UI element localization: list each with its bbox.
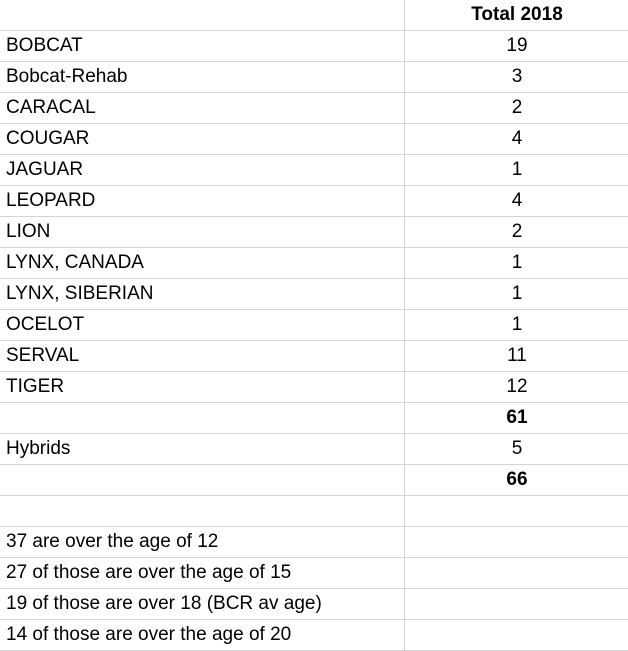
- count-cell[interactable]: 4: [404, 124, 628, 155]
- subtotal-row: [0, 403, 628, 434]
- count-cell[interactable]: 2: [404, 217, 628, 248]
- count-cell[interactable]: 12: [404, 372, 628, 403]
- species-cell[interactable]: LYNX, CANADA: [0, 248, 404, 279]
- empty-cell[interactable]: [404, 558, 628, 589]
- species-cell[interactable]: LYNX, SIBERIAN: [0, 279, 404, 310]
- species-cell[interactable]: OCELOT: [0, 310, 404, 341]
- species-cell[interactable]: JAGUAR: [0, 155, 404, 186]
- grand-total-value[interactable]: 66: [404, 465, 628, 496]
- table-row: [0, 155, 628, 186]
- total-2018-header[interactable]: Total 2018: [404, 0, 628, 31]
- empty-cell[interactable]: [404, 620, 628, 651]
- count-cell[interactable]: 11: [404, 341, 628, 372]
- empty-cell[interactable]: [0, 496, 404, 527]
- species-cell[interactable]: LEOPARD: [0, 186, 404, 217]
- table-row: [0, 372, 628, 403]
- table-row: [0, 124, 628, 155]
- table-row: [0, 310, 628, 341]
- header-row: [0, 0, 628, 31]
- count-cell[interactable]: 1: [404, 155, 628, 186]
- table-row: [0, 341, 628, 372]
- empty-cell[interactable]: [404, 589, 628, 620]
- species-cell[interactable]: LION: [0, 217, 404, 248]
- empty-row: [0, 496, 628, 527]
- species-cell[interactable]: BOBCAT: [0, 31, 404, 62]
- hybrids-label[interactable]: Hybrids: [0, 434, 404, 465]
- table-row: [0, 62, 628, 93]
- table-row: [0, 31, 628, 62]
- species-cell[interactable]: Bobcat-Rehab: [0, 62, 404, 93]
- count-cell[interactable]: 1: [404, 248, 628, 279]
- hybrids-value[interactable]: 5: [404, 434, 628, 465]
- species-cell[interactable]: SERVAL: [0, 341, 404, 372]
- subtotal-label-cell[interactable]: [0, 403, 404, 434]
- table-row: [0, 186, 628, 217]
- count-cell[interactable]: 4: [404, 186, 628, 217]
- count-cell[interactable]: 19: [404, 31, 628, 62]
- grand-total-label-cell[interactable]: [0, 465, 404, 496]
- species-cell[interactable]: COUGAR: [0, 124, 404, 155]
- note-cell[interactable]: 19 of those are over 18 (BCR av age): [0, 589, 404, 620]
- grand-total-row: [0, 465, 628, 496]
- table-row: [0, 279, 628, 310]
- subtotal-value[interactable]: 61: [404, 403, 628, 434]
- note-row: [0, 527, 628, 558]
- note-cell[interactable]: 14 of those are over the age of 20: [0, 620, 404, 651]
- note-row: [0, 620, 628, 651]
- empty-cell[interactable]: [404, 496, 628, 527]
- hybrids-row: [0, 434, 628, 465]
- note-row: [0, 558, 628, 589]
- empty-cell[interactable]: [404, 527, 628, 558]
- table-row: [0, 217, 628, 248]
- count-cell[interactable]: 1: [404, 279, 628, 310]
- count-cell[interactable]: 3: [404, 62, 628, 93]
- count-cell[interactable]: 1: [404, 310, 628, 341]
- header-label-cell[interactable]: [0, 0, 404, 31]
- note-cell[interactable]: 27 of those are over the age of 15: [0, 558, 404, 589]
- note-cell[interactable]: 37 are over the age of 12: [0, 527, 404, 558]
- note-row: [0, 589, 628, 620]
- species-cell[interactable]: TIGER: [0, 372, 404, 403]
- table-row: [0, 93, 628, 124]
- count-cell[interactable]: 2: [404, 93, 628, 124]
- table-row: [0, 248, 628, 279]
- species-cell[interactable]: CARACAL: [0, 93, 404, 124]
